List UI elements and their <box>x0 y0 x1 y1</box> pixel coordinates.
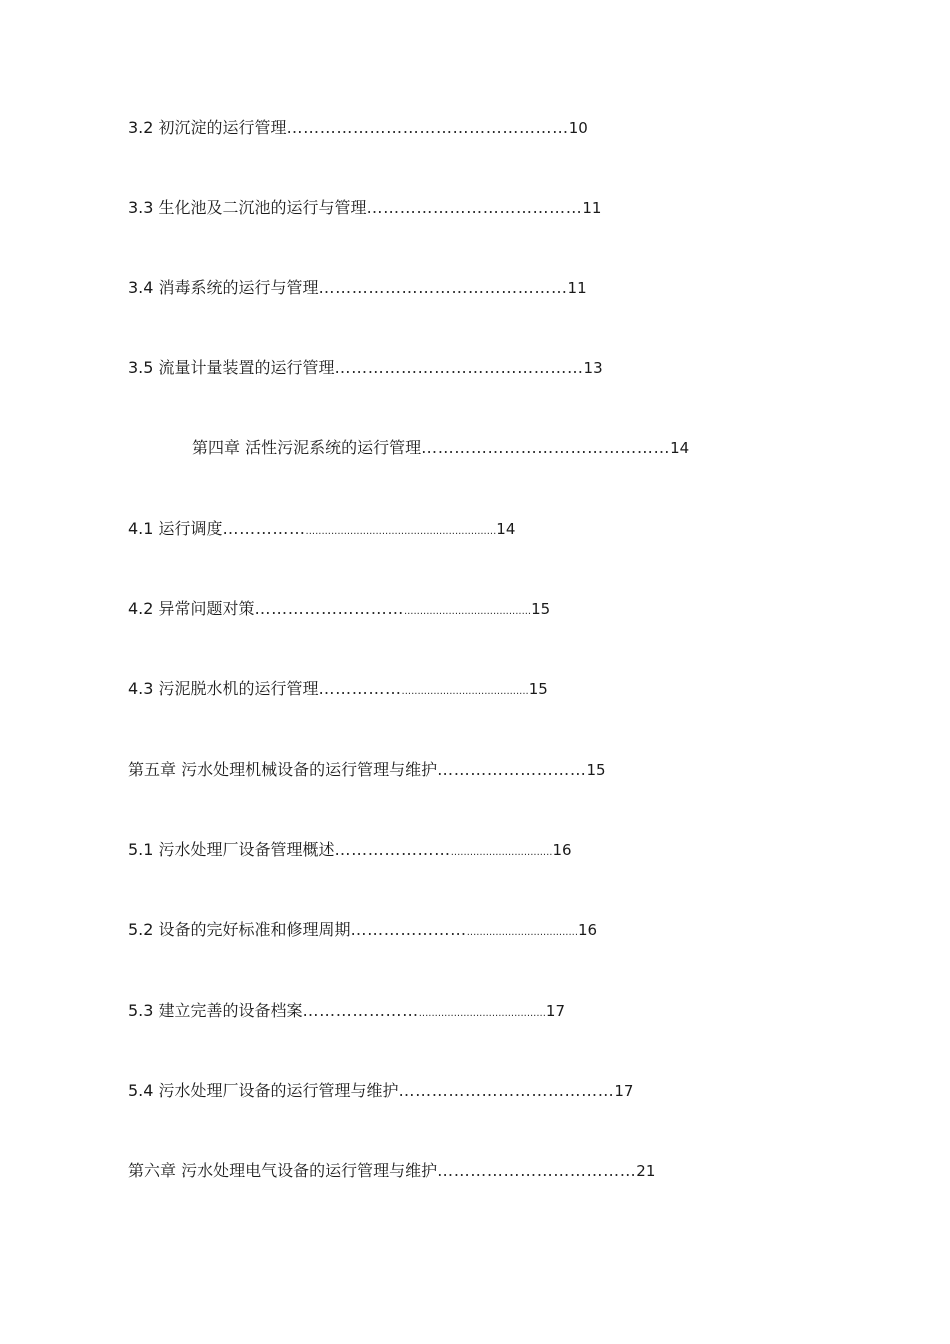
toc-leader-dots: ……………………………… <box>437 1161 637 1180</box>
toc-chapter-entry <box>128 1161 655 1181</box>
toc-entry-title: 4.1 运行调度 <box>128 519 223 538</box>
toc-entry-title: 第六章 污水处理电气设备的运行管理与维护 <box>128 1161 438 1180</box>
toc-entry-title: 3.2 初沉淀的运行管理 <box>128 118 287 137</box>
toc-page-number: 14 <box>670 439 690 457</box>
toc-entry-title: 3.5 流量计量装置的运行管理 <box>128 358 335 377</box>
toc-leader-fine-dots: ................................... <box>466 927 579 938</box>
toc-entry <box>128 1081 633 1101</box>
toc-page-number: 11 <box>567 279 587 297</box>
toc-chapter-entry <box>128 760 606 780</box>
toc-leader-fine-dots: ................................ <box>450 847 553 858</box>
toc-page-number: 16 <box>578 921 598 939</box>
toc-entry <box>128 519 515 542</box>
toc-page-number: 17 <box>545 1002 565 1020</box>
toc-entry-title: 第五章 污水处理机械设备的运行管理与维护 <box>128 760 438 779</box>
toc-leader-dots: …………………………………………… <box>286 118 569 137</box>
toc-leader-dots: ………………… <box>302 1001 419 1020</box>
toc-leader-dots: ……………………… <box>254 599 404 618</box>
toc-page-number: 15 <box>531 600 551 618</box>
toc-leader-fine-dots: ............................................................ <box>305 526 497 537</box>
toc-entry <box>128 358 603 378</box>
toc-entry-title: 3.3 生化池及二沉池的运行与管理 <box>128 198 367 217</box>
toc-leader-dots: ……………………… <box>437 760 587 779</box>
toc-page-number: 13 <box>583 359 603 377</box>
toc-entry <box>128 920 597 943</box>
toc-page-number: 15 <box>528 680 548 698</box>
toc-entry-title: 3.4 消毒系统的运行与管理 <box>128 278 319 297</box>
toc-leader-dots: ……………………………………… <box>318 278 568 297</box>
toc-page-number: 11 <box>582 199 602 217</box>
toc-page-number: 17 <box>614 1082 634 1100</box>
toc-entry <box>128 1001 565 1024</box>
toc-leader-dots: ………………………………… <box>366 198 583 217</box>
toc-page-number: 14 <box>496 520 516 538</box>
toc-leader-dots: ………………………………… <box>398 1081 615 1100</box>
toc-entry-title: 5.3 建立完善的设备档案 <box>128 1001 303 1020</box>
toc-page-number: 10 <box>568 119 588 137</box>
toc-chapter-entry <box>192 438 689 458</box>
toc-entry-title: 4.3 污泥脱水机的运行管理 <box>128 679 319 698</box>
toc-leader-dots: ………………… <box>334 840 451 859</box>
toc-entry <box>128 840 572 863</box>
toc-leader-fine-dots: ........................................ <box>418 1008 546 1019</box>
toc-leader-dots: ……………………………………… <box>334 358 584 377</box>
toc-entry <box>128 679 548 702</box>
toc-leader-dots: ……………………………………… <box>421 438 671 457</box>
toc-entry <box>128 278 587 298</box>
toc-entry-title: 5.1 污水处理厂设备管理概述 <box>128 840 335 859</box>
toc-leader-dots: …………… <box>222 519 306 538</box>
toc-leader-fine-dots: ........................................ <box>403 606 532 617</box>
toc-entry-title: 5.4 污水处理厂设备的运行管理与维护 <box>128 1081 399 1100</box>
toc-entry-title: 5.2 设备的完好标准和修理周期 <box>128 920 351 939</box>
toc-entry-title: 第四章 活性污泥系统的运行管理 <box>192 438 422 457</box>
toc-page-number: 16 <box>552 841 572 859</box>
toc-entry <box>128 118 588 138</box>
toc-entry <box>128 599 550 622</box>
toc-leader-dots: ………………… <box>350 920 467 939</box>
toc-page-number: 15 <box>586 761 606 779</box>
toc-leader-dots: …………… <box>318 679 402 698</box>
toc-entry-title: 4.2 异常问题对策 <box>128 599 255 618</box>
toc-page-number: 21 <box>636 1162 656 1180</box>
toc-entry <box>128 198 601 218</box>
toc-leader-fine-dots: ........................................ <box>401 686 529 697</box>
